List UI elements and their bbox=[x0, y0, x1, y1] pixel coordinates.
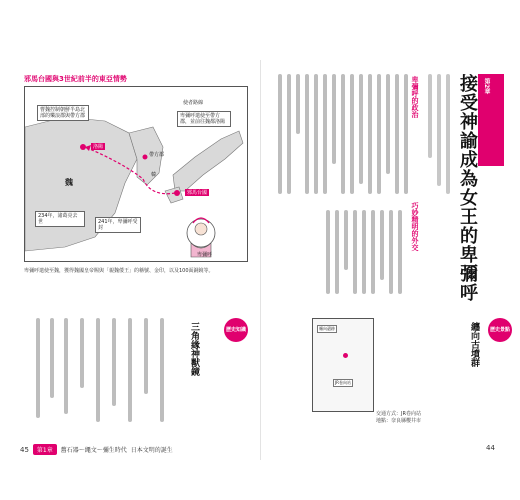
text-line bbox=[160, 318, 164, 422]
text-line bbox=[96, 318, 100, 422]
map-callout-2: 卑彌呼遣使至帶方郡，並前往魏都洛陽 bbox=[177, 111, 231, 127]
text-line bbox=[395, 74, 399, 194]
text-line bbox=[326, 210, 330, 294]
map-label-korea: 韓 bbox=[151, 172, 157, 178]
left-text-block-9 bbox=[160, 318, 188, 426]
text-line bbox=[314, 74, 318, 194]
text-line bbox=[305, 74, 309, 194]
text-line bbox=[344, 210, 348, 270]
text-line bbox=[50, 318, 54, 398]
map-callout-3: 234年，諸葛亮去世 bbox=[35, 211, 85, 227]
text-line bbox=[36, 318, 40, 418]
text-line bbox=[335, 210, 339, 294]
subhead-politics: 卑彌呼的政治 bbox=[411, 76, 419, 118]
column-title-mirror: 三角緣神獸鏡 bbox=[189, 322, 199, 376]
column-title-kofun: 纏向古墳群 bbox=[469, 322, 479, 367]
page-number-right: 44 bbox=[486, 444, 495, 452]
map-label-yamatai: 邪馬台國 bbox=[187, 190, 208, 196]
chapter-label: 第2章 bbox=[483, 78, 490, 95]
access-place: 地點：奈良縣櫻井市 bbox=[376, 418, 422, 424]
column-badge-right: 歷史景點 bbox=[488, 318, 512, 342]
map-label-daifang: 帶方郡 bbox=[149, 152, 165, 158]
text-line bbox=[386, 74, 390, 174]
text-line bbox=[332, 74, 336, 164]
text-line bbox=[377, 74, 381, 194]
text-line bbox=[80, 318, 84, 388]
chapter-band: 第1章 bbox=[33, 444, 57, 455]
map-caption: 卑彌呼遣使至魏，獲得魏國皇帝賜與「親魏倭王」的稱號、金印，以及100面銅鏡等。 bbox=[24, 268, 214, 274]
text-line bbox=[287, 74, 291, 194]
text-line bbox=[128, 318, 132, 422]
section-title: 接受神諭成為女王的卑彌呼 bbox=[457, 74, 478, 302]
body-columns-lower bbox=[326, 210, 402, 294]
text-line bbox=[296, 74, 300, 134]
east-asia-map-panel bbox=[24, 74, 250, 264]
text-line bbox=[112, 318, 116, 406]
left-footer bbox=[20, 444, 173, 455]
map-label-luoyang: 洛陽 bbox=[93, 144, 104, 150]
text-line bbox=[380, 210, 384, 280]
text-line bbox=[437, 74, 441, 186]
text-line bbox=[278, 74, 282, 194]
map-pin-icon bbox=[343, 353, 348, 358]
text-line bbox=[428, 74, 432, 158]
body-columns-upper bbox=[278, 74, 408, 194]
text-line bbox=[144, 318, 148, 394]
text-line bbox=[359, 74, 363, 184]
east-asia-map bbox=[24, 86, 248, 262]
text-line bbox=[64, 318, 68, 414]
map-callout-4: 241年，卑彌呼受封 bbox=[95, 217, 141, 233]
mini-map-label-station: JR卷向站 bbox=[335, 380, 351, 385]
text-line bbox=[341, 74, 345, 194]
book-gutter bbox=[260, 60, 261, 460]
text-line bbox=[323, 74, 327, 194]
access-info bbox=[376, 410, 421, 424]
text-line bbox=[371, 210, 375, 294]
map-label-wei: 魏 bbox=[65, 178, 73, 187]
access-line: 交通方式：JR卷向站 bbox=[376, 411, 421, 417]
text-line bbox=[404, 74, 408, 194]
text-line bbox=[446, 74, 450, 194]
text-line bbox=[362, 210, 366, 294]
intro-text bbox=[426, 74, 450, 204]
chapter-subtitle: 日本文明的誕生 bbox=[130, 447, 173, 454]
text-line bbox=[389, 210, 393, 294]
text-line bbox=[398, 210, 402, 294]
mini-map-label-site: 纏向遺跡 bbox=[319, 326, 335, 331]
subhead-diplomacy: 巧妙精明的外交 bbox=[411, 202, 419, 251]
book-spread bbox=[16, 60, 510, 460]
map-label-route: 使者路線 bbox=[183, 100, 204, 106]
text-line bbox=[353, 210, 357, 294]
text-line bbox=[350, 74, 354, 194]
map-title: 邪馬台國與3世紀前半的東亞情勢 bbox=[24, 75, 127, 83]
map-callout-1: 曹魏控制朝鮮半島北部的樂浪郡與帶方郡 bbox=[37, 105, 89, 121]
map-label-himiko: 卑彌呼 bbox=[197, 252, 213, 258]
makimuku-map bbox=[312, 318, 374, 412]
text-line bbox=[368, 74, 372, 194]
chapter-path: 舊石器～繩文～彌生時代 bbox=[60, 447, 127, 454]
column-badge-left: 歷史知識 bbox=[224, 318, 248, 342]
page-number-left: 45 bbox=[20, 445, 29, 454]
